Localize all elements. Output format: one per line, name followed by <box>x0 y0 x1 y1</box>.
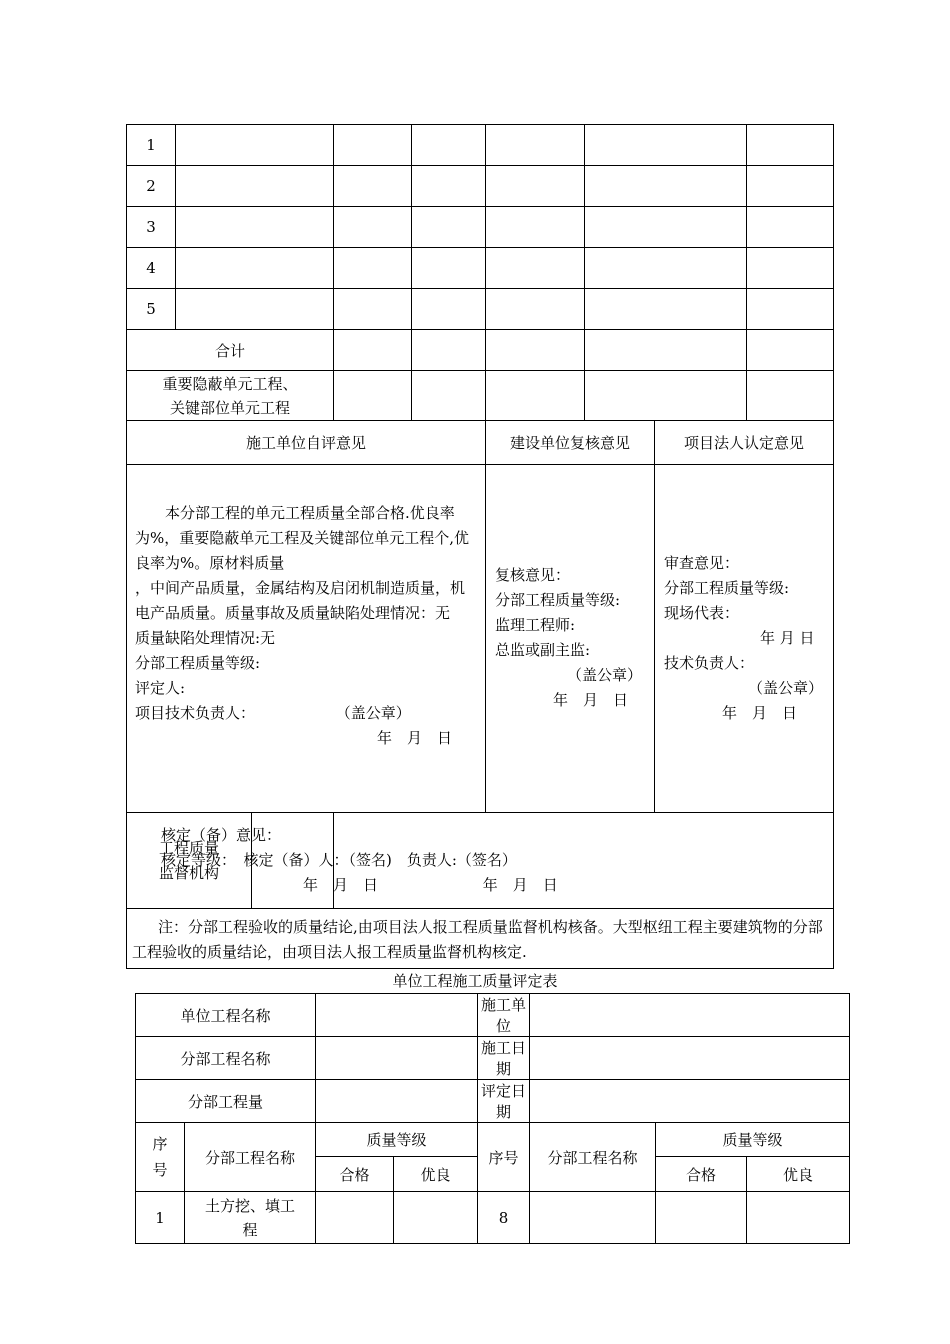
construction-date-label: 施工日期 <box>478 1037 530 1080</box>
table-row <box>127 166 834 207</box>
col-seq: 序 号 <box>136 1123 185 1192</box>
owner-review-header: 建设单位复核意见 <box>486 421 655 465</box>
construction-date-value[interactable] <box>530 1037 850 1080</box>
supervision-row <box>127 813 834 909</box>
unit-name-cell[interactable] <box>176 125 334 166</box>
table-row <box>127 289 834 330</box>
supervision-label: 工程质量 监督机构 <box>127 813 252 908</box>
row-number: 4 <box>127 248 176 289</box>
col-excellent-right: 优良 <box>747 1157 850 1192</box>
legal-person-header: 项目法人认定意见 <box>655 421 834 465</box>
eval-date-value[interactable] <box>530 1080 850 1123</box>
col-sub-name: 分部工程名称 <box>185 1123 316 1192</box>
sub-name-label: 分部工程名称 <box>136 1037 316 1080</box>
sub-project-name: 土方挖、填工 程 <box>185 1192 316 1244</box>
total-row <box>127 330 834 371</box>
row-number-right: 8 <box>478 1192 530 1244</box>
table-row <box>127 207 834 248</box>
construction-unit-value[interactable] <box>530 994 850 1037</box>
unit-name-value[interactable] <box>316 994 478 1037</box>
unit-quality-table <box>135 993 850 1244</box>
unit-name-label: 单位工程名称 <box>136 994 316 1037</box>
hidden-key-label: 重要隐蔽单元工程、 关键部位单元工程 <box>127 371 334 421</box>
note-row <box>127 909 834 969</box>
col-quality-grade-right: 质量等级 <box>656 1123 850 1157</box>
construction-opinion-header: 施工单位自评意见 <box>127 421 486 465</box>
total-label: 合计 <box>127 330 334 371</box>
division-quality-table <box>126 124 834 969</box>
row-number: 3 <box>127 207 176 248</box>
col-qualified-right: 合格 <box>656 1157 747 1192</box>
unit-quality-table-title: 单位工程施工质量评定表 <box>392 972 558 990</box>
table-row <box>127 125 834 166</box>
row-number: 1 <box>127 125 176 166</box>
eval-date-label: 评定日期 <box>478 1080 530 1123</box>
sub-name-value[interactable] <box>316 1037 478 1080</box>
construction-opinion[interactable]: 本分部工程的单元工程质量全部合格.优良率为%，重要隐蔽单元工程及关键部位单元工程个,优良率为%。原材料质量 ，中间产品质量，金属结构及启闭机制造质量，机电产品质量。质量事故及质量缺陷处理情况：无 质量缺陷处理情况:无 分部工程质量等级: 评定人: 项目技术负责人： （盖公章） 年 月 日 <box>127 465 486 813</box>
table-row <box>136 1192 850 1244</box>
row-number: 2 <box>127 166 176 207</box>
construction-unit-label: 施工单位 <box>478 994 530 1037</box>
header-row <box>136 1123 850 1157</box>
hidden-key-row <box>127 371 834 421</box>
col-seq-right: 序号 <box>478 1123 530 1192</box>
col-quality-grade: 质量等级 <box>316 1123 478 1157</box>
table-row <box>127 248 834 289</box>
col-sub-name-right: 分部工程名称 <box>530 1123 656 1192</box>
legal-person-opinion[interactable]: 审查意见： 分部工程质量等级: 现场代表： 年 月 日 技术负责人： （盖公章） 年 月 日 <box>655 465 834 813</box>
supervision-opinion[interactable]: 核定（备）意见： 核定等级： 核定（备）人：（签名) 负责人:（签名） 年 月 日 年 月 日 <box>334 813 834 909</box>
row-number: 5 <box>127 289 176 330</box>
note-text: 注：分部工程验收的质量结论,由项目法人报工程质量监督机构核备。大型枢纽工程主要建筑物的分部工程验收的质量结论，由项目法人报工程质量监督机构核定. <box>127 909 834 969</box>
row-number: 1 <box>136 1192 185 1244</box>
opinion-header-row <box>127 421 834 465</box>
sub-quantity-value[interactable] <box>316 1080 478 1123</box>
owner-review-opinion[interactable]: 复核意见： 分部工程质量等级: 监理工程师: 总监或副主监: （盖公章） 年 月 日 <box>486 465 655 813</box>
sub-quantity-label: 分部工程量 <box>136 1080 316 1123</box>
col-excellent: 优良 <box>394 1157 478 1192</box>
col-qualified: 合格 <box>316 1157 394 1192</box>
opinion-body-row <box>127 465 834 813</box>
